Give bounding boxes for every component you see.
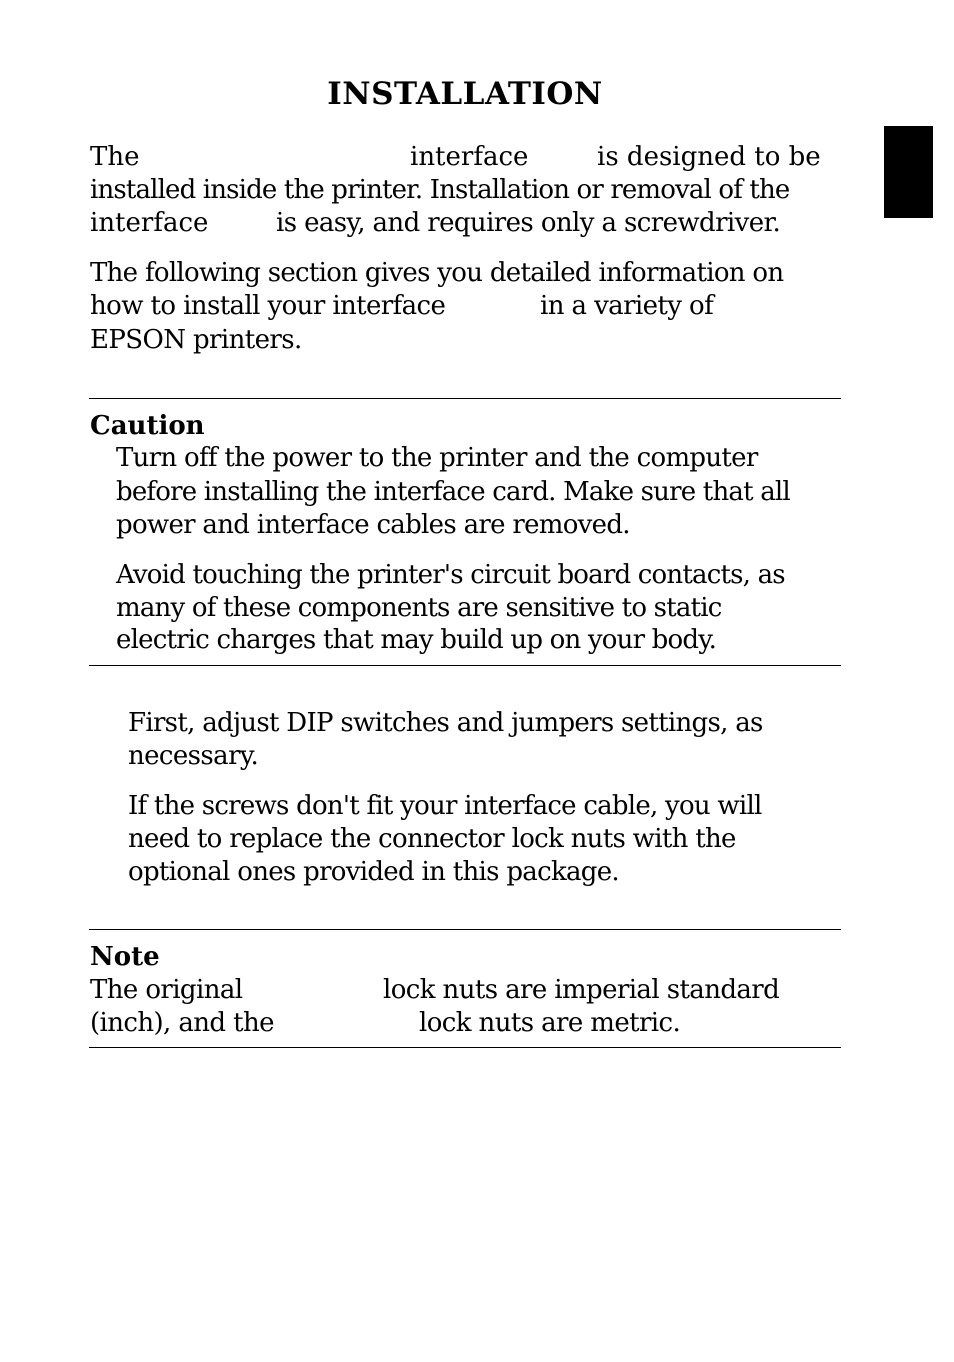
note-line1-b: lock nuts are imperial standard <box>383 975 780 1005</box>
intro-p1-line1-b: interface <box>410 142 529 172</box>
caution-p1-line2: before installing the interface card. Make sure that all <box>116 477 790 507</box>
caution-p2-line3: electric charges that may build up on your body. <box>116 625 717 655</box>
intro-p2-line3: EPSON printers. <box>90 325 302 355</box>
note-line2-b: lock nuts are metric. <box>419 1008 681 1038</box>
note-top-rule <box>89 929 841 930</box>
caution-top-rule <box>89 398 841 399</box>
note-line1-a: The original <box>90 975 243 1005</box>
intro-p1-line1-c: is designed to be <box>597 142 821 172</box>
steps-p2-line3: optional ones provided in this package. <box>128 857 619 887</box>
caution-heading: Caution <box>90 411 205 441</box>
note-line2-a: (inch), and the <box>90 1008 274 1038</box>
intro-p1-line3-a: interface <box>90 208 209 238</box>
steps-p1-line2: necessary. <box>128 741 259 771</box>
steps-p2-line1: If the screws don't fit your interface cable, you will <box>128 791 762 821</box>
intro-p1-line1-a: The <box>90 142 140 172</box>
note-heading: Note <box>90 942 160 972</box>
steps-p1-line1: First, adjust DIP switches and jumpers settings, as <box>128 708 763 738</box>
intro-p1-line2: installed inside the printer. Installation or removal of the <box>90 175 790 205</box>
caution-p1-line1: Turn off the power to the printer and the computer <box>116 443 758 473</box>
caution-p2-line2: many of these components are sensitive to static <box>116 593 722 623</box>
page-title: INSTALLATION <box>327 76 603 112</box>
caution-p1-line3: power and interface cables are removed. <box>116 510 630 540</box>
caution-p2-line1: Avoid touching the printer's circuit board contacts, as <box>116 560 785 590</box>
intro-p2-line1: The following section gives you detailed information on <box>90 258 784 288</box>
note-bottom-rule <box>89 1047 841 1048</box>
intro-p1-line3-b: is easy, and requires only a screwdriver. <box>276 208 781 238</box>
intro-p2-line2-a: how to install your interface <box>90 291 446 321</box>
intro-p2-line2-b: in a variety of <box>540 291 714 321</box>
steps-p2-line2: need to replace the connector lock nuts with the <box>128 824 736 854</box>
caution-bottom-rule <box>89 665 841 666</box>
section-thumb-tab <box>884 126 933 218</box>
